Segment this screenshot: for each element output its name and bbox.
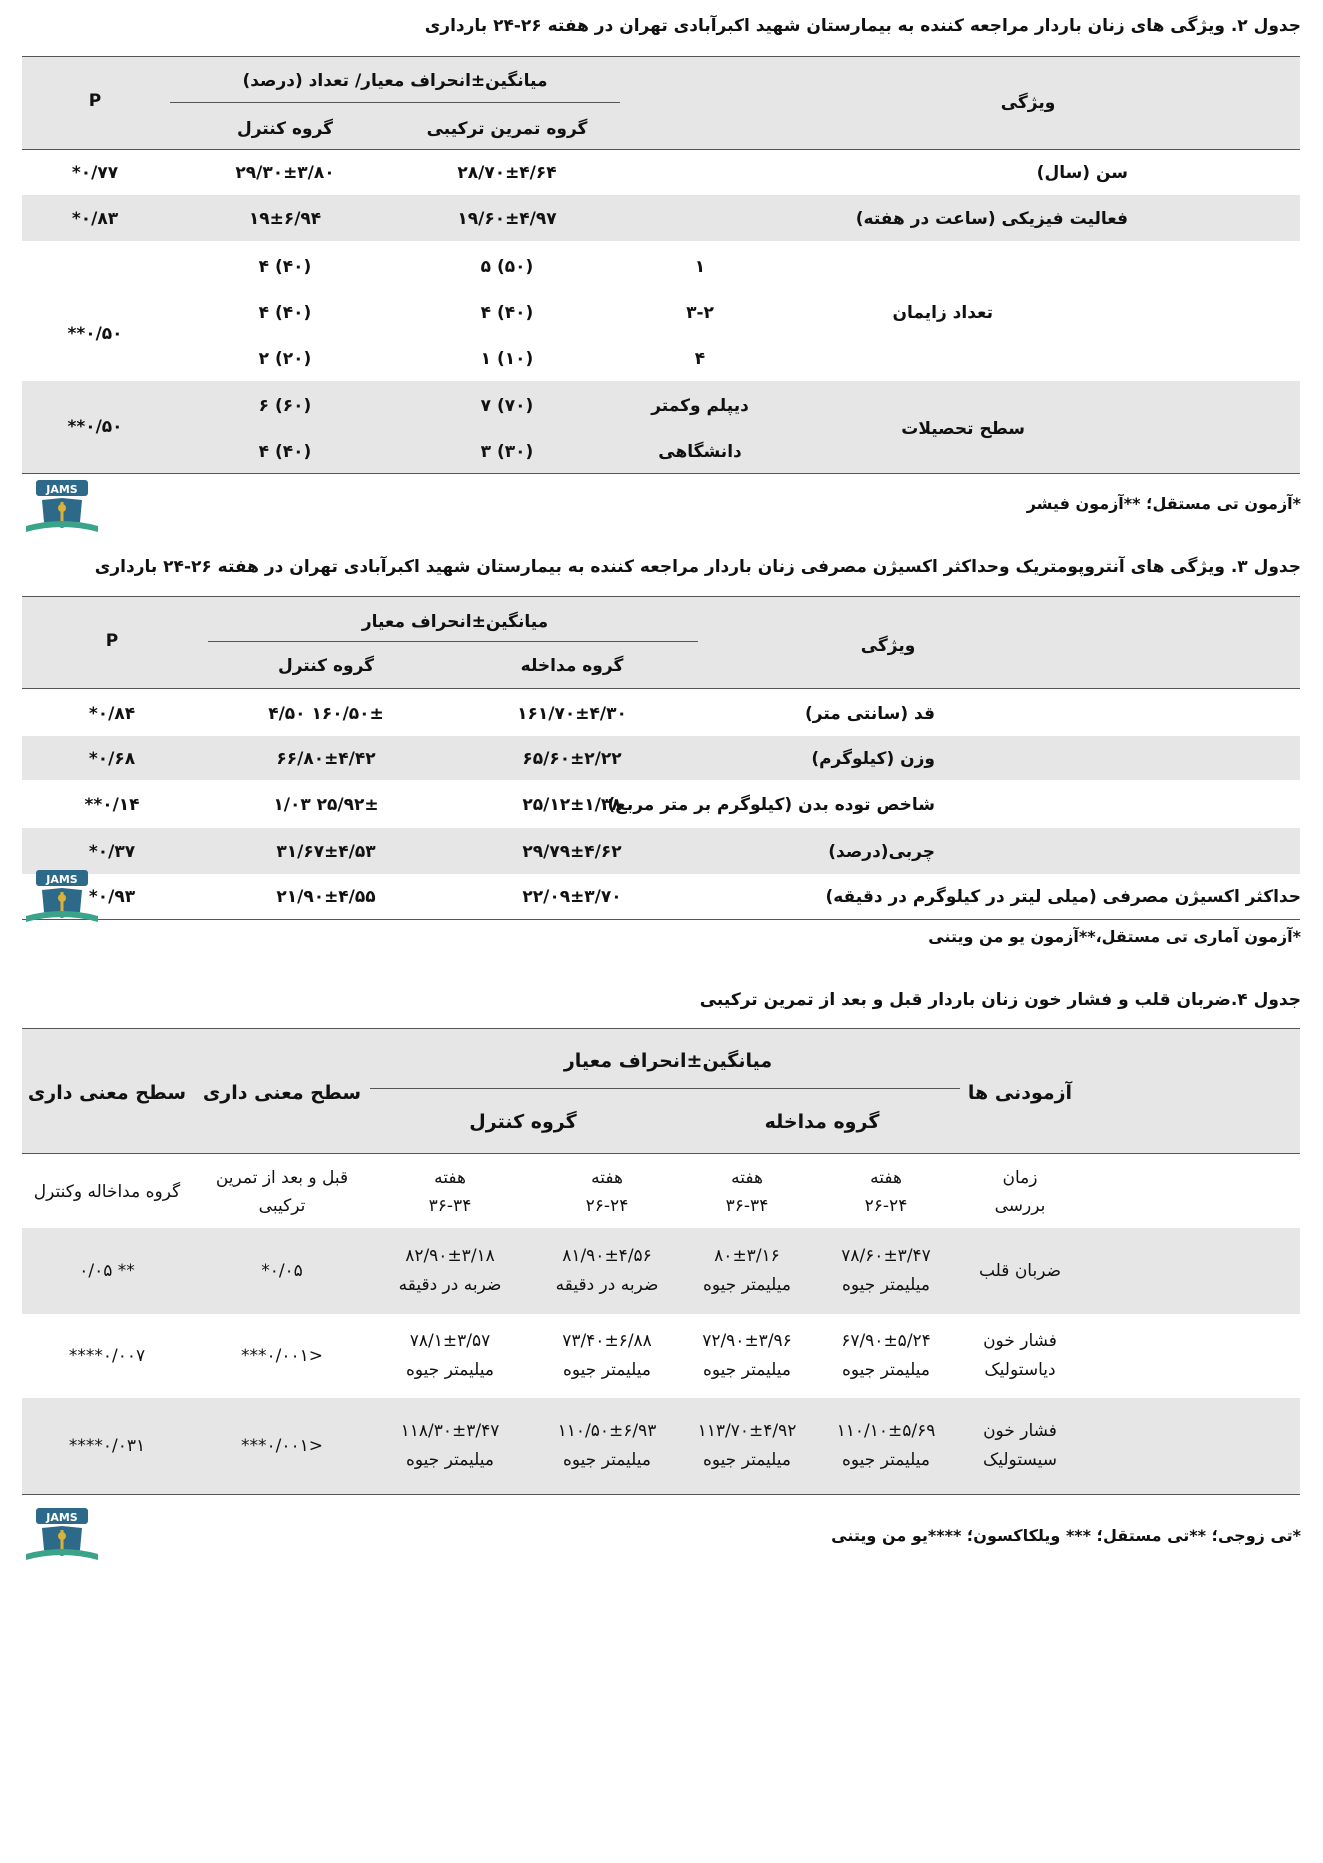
- table4-row-sys-band: [22, 1398, 1300, 1494]
- table3-head-feature: ویژگی: [860, 636, 916, 656]
- table4-row-dia-s2: ۰/۰۰۷****: [68, 1346, 146, 1366]
- table2-education-training-1: (۷۰) ۷: [480, 396, 534, 416]
- table4-head-control: گروه کنترل: [469, 1111, 577, 1133]
- table4-group-rule: [370, 1088, 960, 1089]
- table2-head-training: گروه تمرین ترکیبی: [426, 119, 588, 139]
- table4-row-sys-c4-b: میلیمتر جیوه: [405, 1450, 495, 1470]
- table2-head-group: میانگین±انحراف معیار/ تعداد (درصد): [242, 71, 548, 91]
- journal-logo-icon: [22, 1500, 102, 1568]
- table3-row-vo2-label: حداکثر اکسیژن مصرفی (میلی لیتر در کیلوگرم در دقیقه): [825, 887, 1301, 907]
- table2-header-band: [22, 57, 1300, 149]
- table3-row-weight-band: [22, 736, 1300, 780]
- table3-row-height-p: ۰/۸۴*: [88, 704, 136, 724]
- table2-parity-training-2: (۴۰) ۴: [480, 303, 534, 323]
- table4-sub-week-1-a: هفته: [870, 1168, 902, 1188]
- table3-row-height-label: قد (سانتی متر): [805, 704, 935, 724]
- table3-row-height-control: ۱۶۰/۵۰± ۴/۵۰: [268, 704, 384, 724]
- table4-sub-week-2-b: ۳۶-۳۴: [725, 1196, 769, 1216]
- table4-row-sys-c4-a: ۱۱۸/۳۰±۳/۴۷: [400, 1421, 500, 1441]
- journal-logo-icon: [22, 472, 102, 540]
- table4-row-hr-c2-b: میلیمتر جیوه: [702, 1275, 792, 1295]
- table4-sub-week-3-a: هفته: [591, 1168, 623, 1188]
- table3-row-bmi-label: شاخص توده بدن (کیلوگرم بر متر مربع): [607, 795, 935, 815]
- table2-education-label: سطح تحصیلات: [901, 419, 1025, 439]
- table4-row-hr-c3-a: ۸۱/۹۰±۴/۵۶: [562, 1246, 652, 1266]
- table4-row-sys-c3-a: ۱۱۰/۵۰±۶/۹۳: [557, 1421, 657, 1441]
- table4-row-dia-s1: <۰/۰۰۱***: [240, 1346, 324, 1366]
- table4-head-group: میانگین±انحراف معیار: [563, 1050, 773, 1072]
- table4-row-dia-c1-a: ۶۷/۹۰±۵/۲۴: [841, 1331, 931, 1351]
- table4-row-hr-c3-b: ضربه در دقیقه: [555, 1275, 659, 1295]
- table4-row-hr-s2: ** ۰/۰۵: [79, 1261, 135, 1281]
- table4-row-hr-c1-a: ۷۸/۶۰±۳/۴۷: [841, 1246, 931, 1266]
- table3-row-fat-intervention: ۲۹/۷۹±۴/۶۲: [522, 842, 622, 862]
- table2-parity-control-2: (۴۰) ۴: [258, 303, 312, 323]
- table4-sub-time-2: بررسی: [994, 1196, 1046, 1216]
- table2-row-age-control: ۲۹/۳۰±۳/۸۰: [235, 163, 335, 183]
- table4-footnote: *تی زوجی؛ **تی مستقل؛ *** ویلکاکسون؛ ****یو من ویتنی: [831, 1526, 1301, 1545]
- table3-header-band: [22, 597, 1300, 688]
- table2-education-p: ۰/۵۰**: [67, 417, 123, 437]
- table2-parity-training-1: (۵۰) ۵: [480, 257, 534, 277]
- table4-caption: جدول ۴.ضربان قلب و فشار خون زنان باردار قبل و بعد از تمرین ترکیبی: [699, 990, 1301, 1010]
- table4-row-sys-label-b: سیستولیک: [983, 1450, 1057, 1470]
- table2-parity-training-3: (۱۰) ۱: [480, 349, 534, 369]
- table3-head-intervention: گروه مداخله: [520, 656, 624, 676]
- table3-group-rule: [208, 641, 698, 642]
- table4-row-sys-s2: ۰/۰۳۱****: [68, 1436, 146, 1456]
- table4-row-sys-c1-a: ۱۱۰/۱۰±۵/۶۹: [836, 1421, 936, 1441]
- table4-row-hr-c4-a: ۸۲/۹۰±۳/۱۸: [405, 1246, 495, 1266]
- journal-logo-icon: [22, 862, 102, 930]
- table2-row-age-p: ۰/۷۷*: [71, 163, 119, 183]
- table4-row-dia-c4-a: ۷۸/۱±۳/۵۷: [409, 1331, 491, 1351]
- svg-text:JAMS: JAMS: [46, 873, 78, 886]
- svg-text:JAMS: JAMS: [46, 1511, 78, 1524]
- table2-row-age-label: سن (سال): [1036, 163, 1128, 183]
- table4-row-hr-c2-a: ۸۰±۳/۱۶: [714, 1246, 780, 1266]
- table3-caption: جدول ۳. ویژگی های آنتروپومتریک وحداکثر اکسیژن مصرفی زنان باردار مراجعه کننده به بیمارستان شهید اکبرآبادی تهران در هفته ۲۶-۲۴ بارداری: [94, 557, 1301, 577]
- table4-row-hr-c4-b: ضربه در دقیقه: [398, 1275, 502, 1295]
- table2-education-training-2: (۳۰) ۳: [480, 442, 534, 462]
- table4-sub-prepost-1: قبل و بعد از تمرین: [215, 1168, 349, 1188]
- table3-header-rule: [22, 688, 1300, 689]
- table3-row-fat-label: چربی(درصد): [828, 842, 935, 862]
- table2-parity-label: تعداد زایمان: [892, 303, 993, 323]
- table3-row-bmi-intervention: ۲۵/۱۲±۱/۳۸: [522, 795, 622, 815]
- table3-head-group: میانگین±انحراف معیار: [361, 612, 549, 632]
- table4-sub-week-2-a: هفته: [731, 1168, 763, 1188]
- table4-row-hr-band: [22, 1228, 1300, 1314]
- table4-row-sys-c1-b: میلیمتر جیوه: [841, 1450, 931, 1470]
- table4-row-dia-c4-b: میلیمتر جیوه: [405, 1360, 495, 1380]
- table4-row-dia-c2-b: میلیمتر جیوه: [702, 1360, 792, 1380]
- table4-row-sys-c2-b: میلیمتر جیوه: [702, 1450, 792, 1470]
- table2-group-rule: [170, 102, 620, 103]
- table2-parity-sub-2: ۳-۲: [686, 303, 714, 323]
- table2-head-control: گروه کنترل: [236, 119, 334, 139]
- table2-head-feature: ویژگی: [1000, 93, 1056, 113]
- table3-row-weight-control: ۶۶/۸۰±۴/۴۲: [276, 749, 376, 769]
- table3-row-weight-p: ۰/۶۸*: [88, 749, 136, 769]
- table2-education-control-1: (۶۰) ۶: [258, 396, 312, 416]
- table2-parity-control-1: (۴۰) ۴: [258, 257, 312, 277]
- table4-row-dia-c1-b: میلیمتر جیوه: [841, 1360, 931, 1380]
- table4-header-rule: [22, 1153, 1300, 1154]
- table3-row-bmi-p: ۰/۱۴**: [84, 795, 140, 815]
- table3-row-fat-p: ۰/۳۷*: [88, 842, 136, 862]
- table2-row-age-training: ۲۸/۷۰±۴/۶۴: [457, 163, 557, 183]
- table4-row-sys-s1: <۰/۰۰۱***: [240, 1436, 324, 1456]
- table4-sub-time-1: زمان: [1002, 1168, 1038, 1188]
- table4-sub-groups: گروه مداخاله وکنترل: [33, 1182, 181, 1202]
- table4-row-dia-c3-a: ۷۳/۴۰±۶/۸۸: [562, 1331, 652, 1351]
- table3-row-vo2-control: ۲۱/۹۰±۴/۵۵: [276, 887, 376, 907]
- table4-head-intervention: گروه مداخله: [764, 1111, 880, 1133]
- table2-parity-p: ۰/۵۰**: [67, 324, 123, 344]
- table4-sub-prepost-2: ترکیبی: [258, 1196, 306, 1216]
- table2-education-sub-1: دیپلم وکمتر: [651, 396, 749, 416]
- table4-head-sig2: سطح معنی داری: [27, 1082, 187, 1104]
- table4-head-tests: آزمودنی ها: [967, 1082, 1073, 1104]
- table4-sub-week-4-b: ۳۶-۳۴: [428, 1196, 472, 1216]
- table2-header-rule: [22, 149, 1300, 150]
- table3-head-p: P: [105, 631, 119, 651]
- table2-row-activity-training: ۱۹/۶۰±۴/۹۷: [457, 209, 557, 229]
- table4-row-dia-c2-a: ۷۲/۹۰±۳/۹۶: [702, 1331, 792, 1351]
- svg-text:JAMS: JAMS: [46, 483, 78, 496]
- table2-parity-sub-1: ۱: [694, 257, 706, 277]
- table4-row-sys-c3-b: میلیمتر جیوه: [562, 1450, 652, 1470]
- table3-row-fat-control: ۳۱/۶۷±۴/۵۳: [276, 842, 376, 862]
- table4-row-dia-label-b: دیاستولیک: [984, 1360, 1056, 1380]
- table4-row-dia-c3-b: میلیمتر جیوه: [562, 1360, 652, 1380]
- table2-parity-control-3: (۲۰) ۲: [258, 349, 312, 369]
- table2-education-sub-2: دانشگاهی: [658, 442, 742, 462]
- table3-row-bmi-control: ۲۵/۹۲± ۱/۰۳: [273, 795, 379, 815]
- table2-parity-sub-3: ۴: [694, 349, 706, 369]
- table3-row-weight-intervention: ۶۵/۶۰±۲/۲۲: [522, 749, 622, 769]
- table3-footnote: *آزمون آماری تی مستقل،**آزمون یو من ویتنی: [928, 927, 1301, 946]
- table4-sub-week-3-b: ۲۶-۲۴: [585, 1196, 629, 1216]
- table2-bottom-rule: [22, 473, 1300, 474]
- table3-row-height-intervention: ۱۶۱/۷۰±۴/۳۰: [517, 704, 627, 724]
- table3-row-vo2-intervention: ۲۲/۰۹±۳/۷۰: [522, 887, 622, 907]
- table3-row-weight-label: وزن (کیلوگرم): [811, 749, 935, 769]
- table3-bottom-rule: [22, 919, 1300, 920]
- table4-row-hr-c1-b: میلیمتر جیوه: [841, 1275, 931, 1295]
- table4-bottom-rule: [22, 1494, 1300, 1495]
- table4-row-hr-s1: ۰/۰۵*: [261, 1261, 303, 1281]
- table2-footnote: *آزمون تی مستقل؛ **آزمون فیشر: [1026, 494, 1301, 513]
- table4-row-sys-c2-a: ۱۱۳/۷۰±۴/۹۲: [697, 1421, 797, 1441]
- table2-row-activity-p: ۰/۸۳*: [71, 209, 119, 229]
- table3-row-vo2-p: ۰/۹۳*: [88, 887, 136, 907]
- table2-row-activity-label: فعالیت فیزیکی (ساعت در هفته): [855, 209, 1128, 229]
- table3-head-control: گروه کنترل: [277, 656, 375, 676]
- table4-sub-week-4-a: هفته: [434, 1168, 466, 1188]
- table2-head-p: P: [88, 91, 102, 111]
- table3-row-fat-band: [22, 828, 1300, 874]
- table2-education-control-2: (۴۰) ۴: [258, 442, 312, 462]
- table2-row-activity-control: ۱۹±۶/۹۴: [248, 209, 322, 229]
- table4-head-sig1: سطح معنی داری: [202, 1082, 362, 1104]
- table4-row-dia-label-a: فشار خون: [983, 1331, 1057, 1351]
- table2-caption: جدول ۲. ویژگی های زنان باردار مراجعه کننده به بیمارستان شهید اکبرآبادی تهران در هفته ۲۶-۲۴ بارداری: [424, 16, 1301, 36]
- table4-row-hr-label: ضربان قلب: [978, 1261, 1062, 1281]
- table4-row-sys-label-a: فشار خون: [983, 1421, 1057, 1441]
- table4-sub-week-1-b: ۲۶-۲۴: [864, 1196, 908, 1216]
